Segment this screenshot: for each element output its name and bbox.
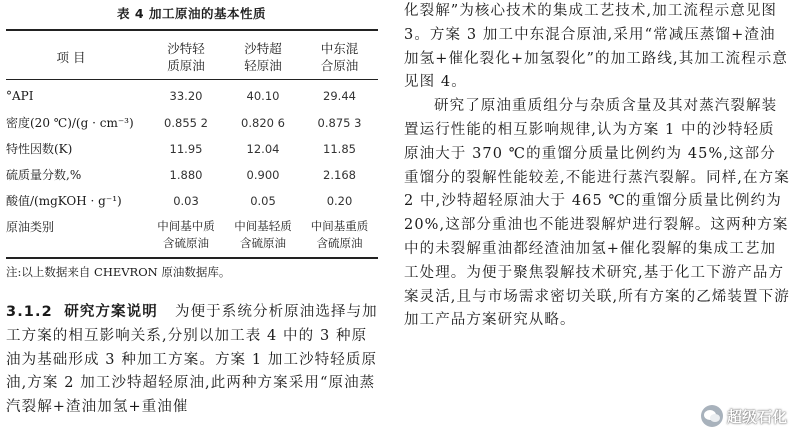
table-cell: 0.875 3 [317,116,362,130]
table-row-label: 密度(20 ℃)/(g · cm⁻³) [6,116,134,130]
table-cell: 12.04 [246,142,280,156]
table-cell: 11.95 [169,142,203,156]
table-cell: 0.20 [326,194,353,208]
table-cell: 0.03 [173,194,199,208]
table-row-label: 特性因数(K) [6,142,73,156]
table-bottom-rule [6,257,378,259]
table-cell: 中间基轻质 含硫原油 [234,219,292,250]
table-cell: 0.820 6 [241,116,285,130]
right-paragraph-2: 研究了原油重质组分与杂质含量及其对蒸汽裂解装置运行性能的相互影响规律,认为方案 1 中的沙特轻质原油大于 370 ℃的重馏分质量比例约为 45%,这部分重馏分的裂解性能较差,不能进行蒸汽裂解。同样,在方案 2 中,沙特超轻原油大于 465 ℃的重馏分质量比例约为 20%,这部分重油也不能进裂解炉进行裂解。这两种方案中的未裂解重油都经渣油加氢+催化裂解的集成工艺加工处理。为便于聚焦裂解技术研究,基于化工下游产品方案灵活,且与市场需求密切关联,所有方案的乙烯装置下游加工产品方案研究从略。 [404,98,790,329]
wechat-logo-icon [701,405,723,427]
table-cell: 29.44 [323,89,356,103]
header-col-mideast-blend: 中东混 合原油 [320,41,359,73]
table-cell: 中间基中质 含硫原油 [157,219,215,250]
right-column [404,0,789,433]
watermark [701,405,787,427]
watermark-text: 超级石化 [726,407,787,426]
left-paragraph [6,301,382,420]
table-title: 表 4 加工原油的基本性质 [117,6,266,21]
table-note: 注:以上数据来自 CHEVRON 原油数据库。 [6,265,231,279]
table-row-label: °API [6,89,34,103]
table-cell: 1.880 [169,168,203,182]
table-cell: 11.85 [323,142,356,156]
left-column [0,0,383,433]
left-body-text: 为便于系统分析原油选择与加工方案的相互影响关系,分别以加工表 4 中的 3 种原油为基础形成 3 种加工方案。方案 1 加工沙特轻质原油,方案 2 加工沙特超轻原油,此两种方案采用“原油蒸汽裂解+渣油加氢+重油催 [6,304,378,416]
table-header-rule [6,79,378,80]
table-row-label: 硫质量分数,% [6,168,82,182]
table-top-rule [6,29,378,31]
table-cell: 中间基重质 含硫原油 [310,219,369,250]
table-cell: 2.168 [323,168,356,182]
section-title: 研究方案说明 [64,304,158,320]
header-col-saudi-superlight: 沙特超 轻原油 [244,41,282,73]
table-cell: 0.855 2 [164,116,208,130]
header-col-saudi-light: 沙特轻 质原油 [167,41,205,73]
section-number: 3.1.2 [6,304,53,320]
table-row-label: 原油类别 [6,220,55,234]
table-row-label: 酸值/(mgKOH · g⁻¹) [6,194,122,208]
table-cell: 33.20 [169,89,203,103]
header-item: 项 目 [56,50,86,65]
table-cell: 40.10 [246,89,280,103]
right-paragraph-1: 化裂解”为核心技术的集成工艺技术,加工流程示意见图 3。方案 3 加工中东混合原油,采用“常减压蒸馏+渣油加氢+催化裂化+加氢裂化”的加工路线,其加工流程示意见图 4。 [404,3,788,91]
table-cell: 0.05 [250,194,276,208]
table-cell: 0.900 [246,168,280,182]
right-paragraphs [404,0,790,333]
